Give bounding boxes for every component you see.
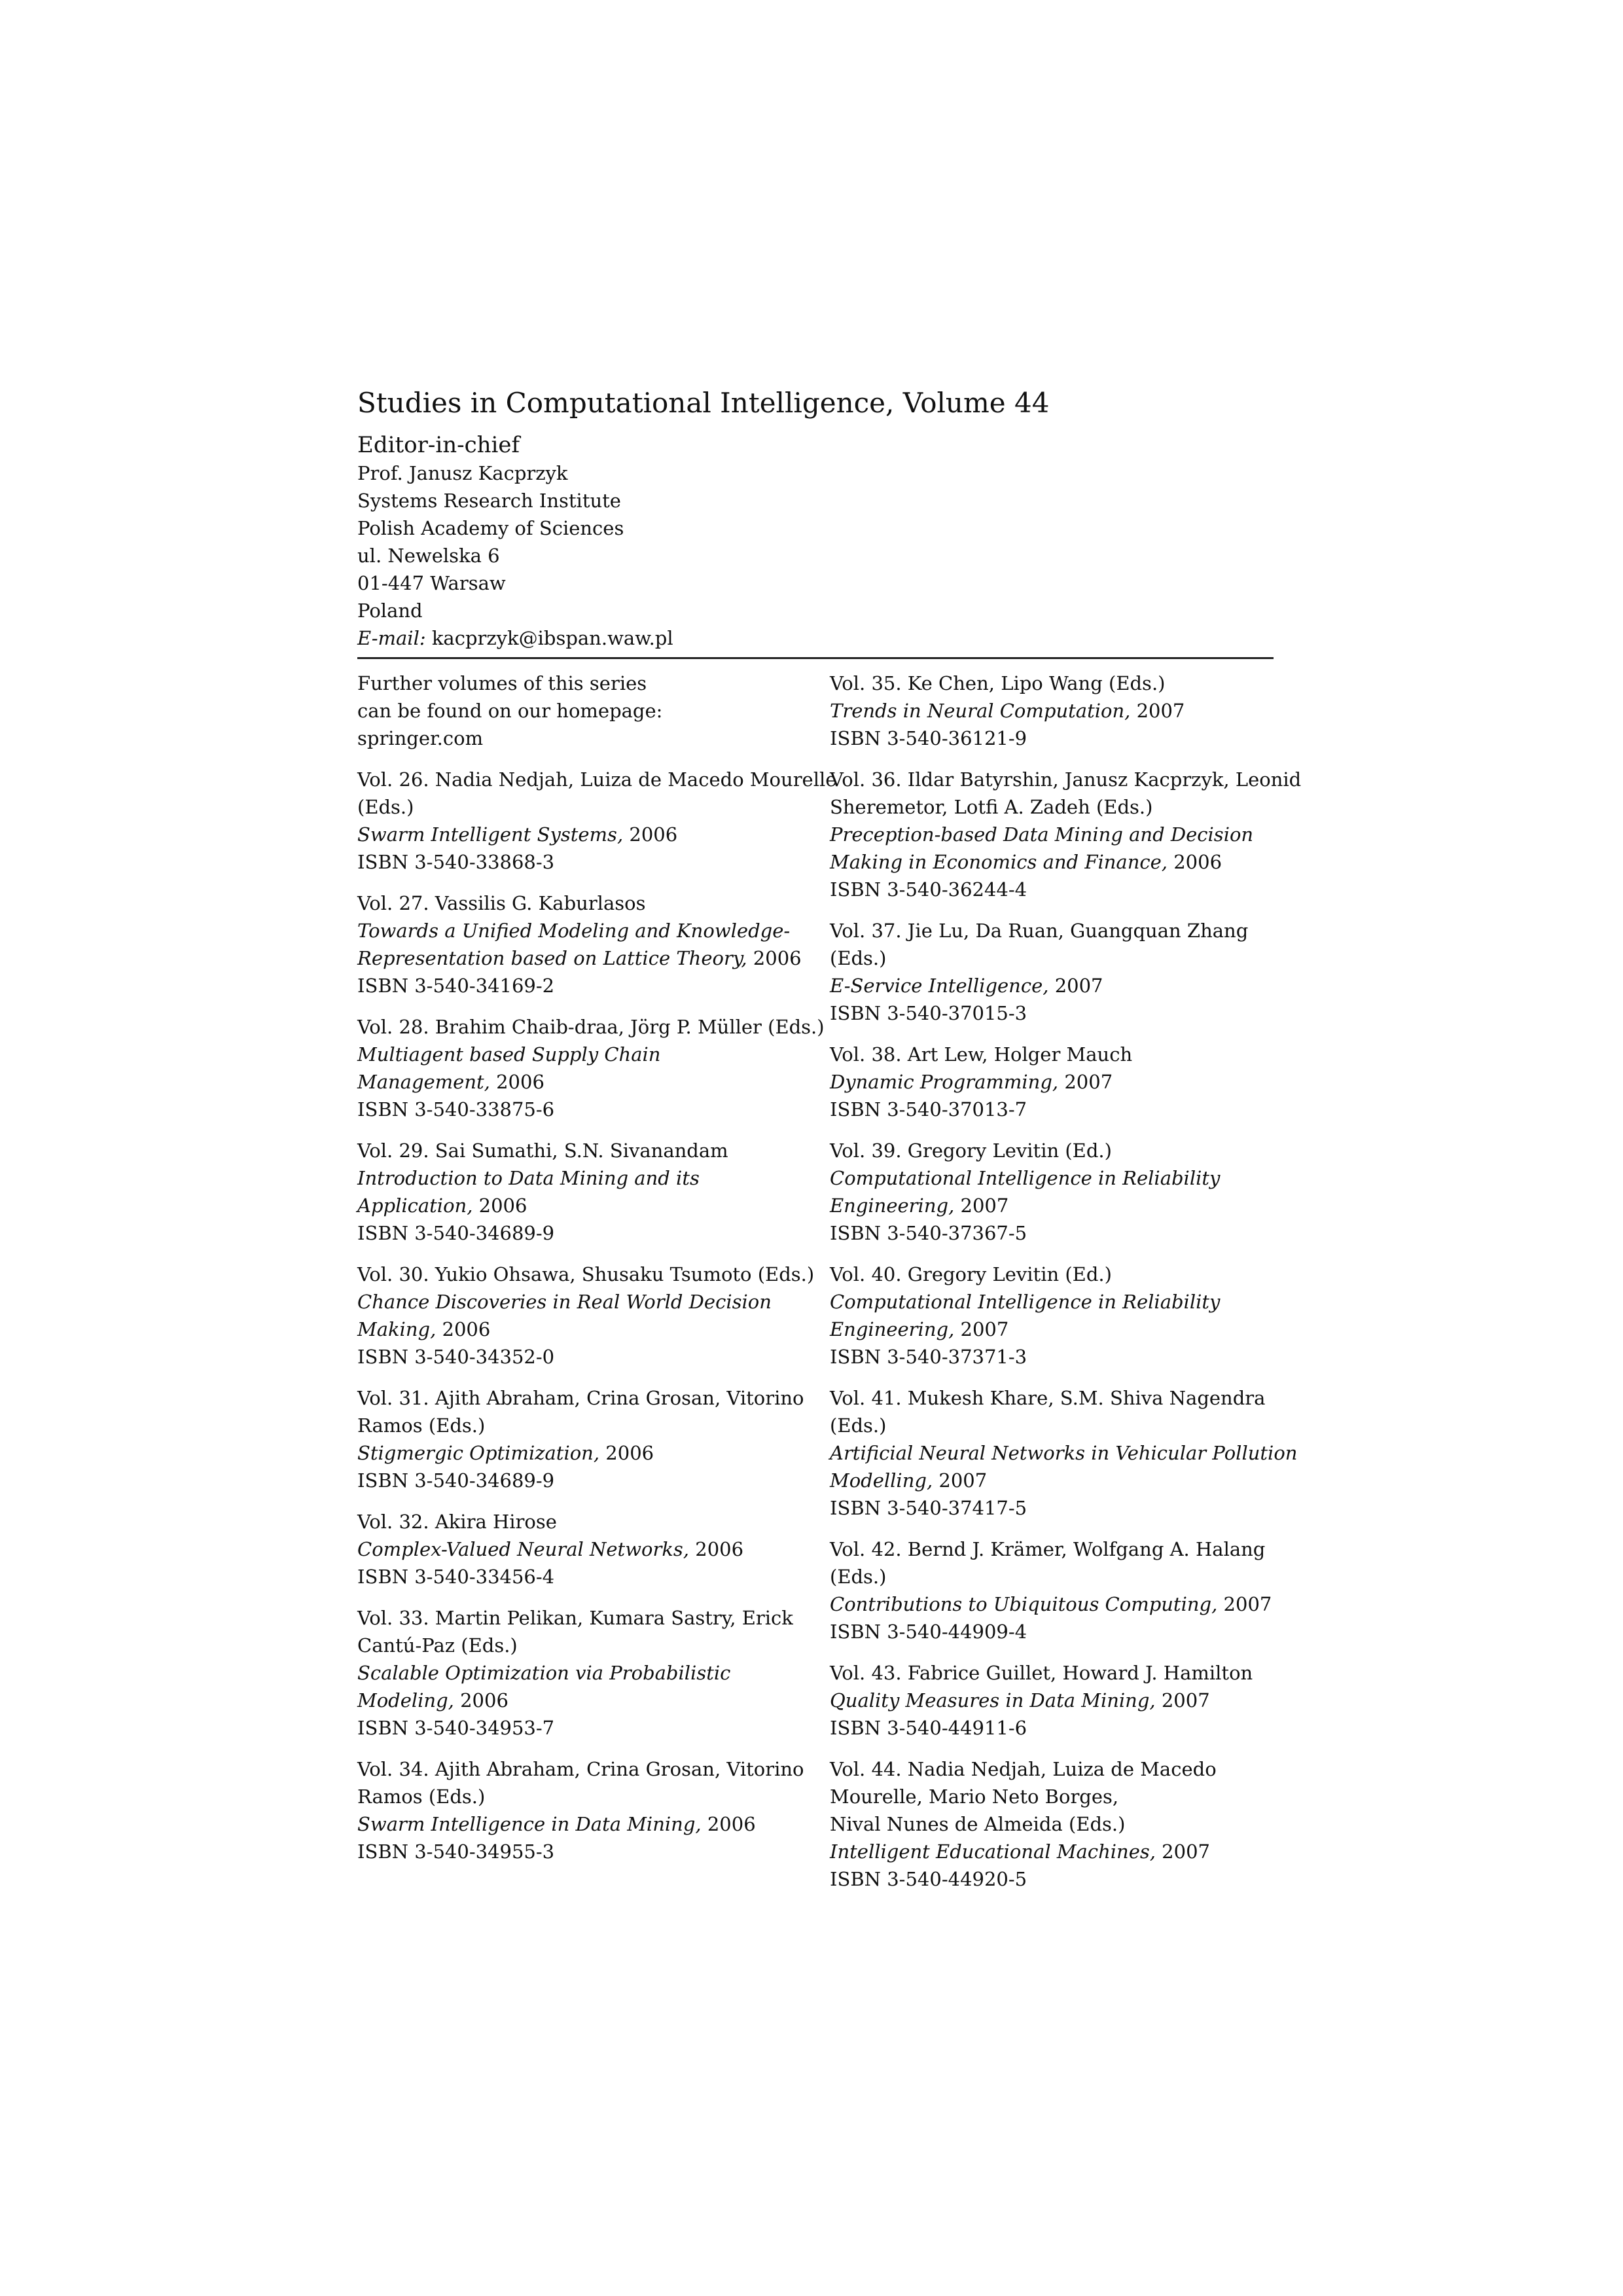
volume-entry bbox=[830, 1261, 1274, 1371]
volume-authors: Vol. 31. Ajith Abraham, Crina Grosan, Vitorino bbox=[357, 1387, 804, 1409]
volume-authors: Vol. 26. Nadia Nedjah, Luiza de Macedo Mourelle bbox=[357, 768, 837, 791]
volume-title: Towards a Unified Modeling and Knowledge- bbox=[357, 920, 791, 942]
volume-title: Computational Intelligence in Reliability bbox=[830, 1167, 1221, 1189]
volume-title-line bbox=[357, 1288, 830, 1316]
volume-year: 2007 bbox=[1058, 1071, 1113, 1093]
volume-year: 2007 bbox=[1155, 1689, 1210, 1712]
volume-title-line bbox=[830, 972, 1274, 999]
volume-isbn: ISBN 3-540-44911-6 bbox=[830, 1717, 1027, 1739]
volume-year: 2006 bbox=[747, 947, 802, 969]
volume-authors: Vol. 42. Bernd J. Krämer, Wolfgang A. Halang bbox=[830, 1538, 1266, 1560]
volume-isbn: ISBN 3-540-34689-9 bbox=[357, 1469, 555, 1492]
volume-title-line bbox=[830, 1439, 1298, 1467]
volume-title: Dynamic Programming, bbox=[830, 1071, 1059, 1093]
volume-year: 2006 bbox=[473, 1194, 527, 1217]
volume-year: 2006 bbox=[701, 1813, 756, 1835]
volume-title-line bbox=[357, 1535, 830, 1563]
volume-isbn: ISBN 3-540-37417-5 bbox=[830, 1497, 1027, 1519]
volume-title: Swarm Intelligence in Data Mining, bbox=[357, 1813, 702, 1835]
volume-year: 2006 bbox=[490, 1071, 544, 1093]
divider-rule bbox=[357, 657, 1274, 659]
volume-title-line bbox=[830, 1164, 1274, 1192]
volume-entry bbox=[357, 1755, 830, 1865]
volume-title-line bbox=[357, 1068, 830, 1096]
volume-title: Making, bbox=[357, 1318, 437, 1340]
volume-entry bbox=[357, 1137, 830, 1247]
volume-title-line bbox=[357, 1439, 830, 1467]
volume-title: Multiagent based Supply Chain bbox=[357, 1043, 661, 1066]
volume-columns bbox=[357, 670, 1302, 1907]
volume-year: 2007 bbox=[954, 1318, 1009, 1340]
volume-title-line bbox=[357, 1316, 830, 1343]
further-line: can be found on our homepage: bbox=[357, 700, 663, 722]
volume-title: Intelligent Educational Machines, bbox=[830, 1840, 1156, 1863]
volume-authors: Vol. 32. Akira Hirose bbox=[357, 1511, 557, 1533]
volume-entry bbox=[357, 889, 830, 999]
volume-title: Scalable Optimization via Probabilistic bbox=[357, 1662, 731, 1684]
editor-heading: Editor-in-chief bbox=[357, 432, 520, 458]
volume-title-line bbox=[830, 848, 1274, 876]
volume-year: 2006 bbox=[1168, 851, 1222, 873]
volume-isbn: ISBN 3-540-34352-0 bbox=[357, 1346, 555, 1368]
volume-title-line bbox=[830, 821, 1274, 848]
volume-title: Swarm Intelligent Systems, bbox=[357, 823, 624, 846]
volume-authors: (Eds.) bbox=[830, 1566, 887, 1588]
volume-authors: Cantú-Paz (Eds.) bbox=[357, 1634, 518, 1657]
editor-country: Poland bbox=[357, 600, 423, 622]
volume-authors: Ramos (Eds.) bbox=[357, 1414, 486, 1437]
editor-institute: Systems Research Institute bbox=[357, 490, 621, 512]
homepage-link: springer.com bbox=[357, 727, 484, 749]
editor-city: 01-447 Warsaw bbox=[357, 572, 506, 594]
volume-entry bbox=[830, 1659, 1274, 1742]
volume-title: Modelling, bbox=[830, 1469, 933, 1492]
volume-title-line bbox=[357, 1810, 830, 1838]
right-column bbox=[830, 670, 1302, 1907]
left-column bbox=[357, 670, 837, 1907]
volume-title-line bbox=[830, 1590, 1274, 1618]
volume-authors: Nival Nunes de Almeida (Eds.) bbox=[830, 1813, 1126, 1835]
volume-title: Making in Economics and Finance, bbox=[830, 851, 1168, 873]
volume-title-line bbox=[830, 1467, 1274, 1494]
volume-authors: (Eds.) bbox=[830, 947, 887, 969]
volume-title-line bbox=[357, 821, 830, 848]
volume-isbn: ISBN 3-540-37013-7 bbox=[830, 1098, 1027, 1121]
volume-year: 2007 bbox=[954, 1194, 1009, 1217]
volume-authors: Vol. 44. Nadia Nedjah, Luiza de Macedo bbox=[830, 1758, 1217, 1780]
volume-isbn: ISBN 3-540-33456-4 bbox=[357, 1566, 555, 1588]
volume-title-line bbox=[357, 1687, 830, 1714]
volume-entry bbox=[830, 1137, 1274, 1247]
volume-title-line bbox=[830, 697, 1274, 725]
volume-authors: (Eds.) bbox=[357, 796, 414, 818]
volume-authors: Ramos (Eds.) bbox=[357, 1785, 486, 1808]
volume-isbn: ISBN 3-540-44920-5 bbox=[830, 1868, 1027, 1890]
volume-title: Stigmergic Optimization, bbox=[357, 1442, 600, 1464]
volume-title-line bbox=[830, 1068, 1274, 1096]
volume-title: Representation based on Lattice Theory, bbox=[357, 947, 747, 969]
volume-entry bbox=[357, 1261, 830, 1371]
volume-authors: Vol. 27. Vassilis G. Kaburlasos bbox=[357, 892, 646, 914]
volume-authors: Vol. 43. Fabrice Guillet, Howard J. Hamilton bbox=[830, 1662, 1253, 1684]
further-line: Further volumes of this series bbox=[357, 672, 647, 694]
volume-year: 2006 bbox=[623, 823, 678, 846]
volume-entry bbox=[830, 766, 1302, 903]
volume-entry bbox=[357, 1604, 830, 1742]
volume-isbn: ISBN 3-540-33868-3 bbox=[357, 851, 555, 873]
volume-title-line bbox=[830, 1687, 1274, 1714]
volume-title-line bbox=[357, 1659, 830, 1687]
volume-isbn: ISBN 3-540-34953-7 bbox=[357, 1717, 555, 1739]
volume-entry bbox=[357, 1508, 830, 1590]
volume-isbn: ISBN 3-540-36244-4 bbox=[830, 878, 1027, 901]
volume-authors: (Eds.) bbox=[830, 1414, 887, 1437]
volume-entry bbox=[830, 1535, 1274, 1645]
volume-authors: Vol. 39. Gregory Levitin (Ed.) bbox=[830, 1139, 1112, 1162]
volume-authors: Vol. 35. Ke Chen, Lipo Wang (Eds.) bbox=[830, 672, 1166, 694]
left-volume-list bbox=[357, 766, 837, 1865]
volume-entry bbox=[830, 1041, 1274, 1123]
volume-authors: Mourelle, Mario Neto Borges, bbox=[830, 1785, 1119, 1808]
volume-isbn: ISBN 3-540-37367-5 bbox=[830, 1222, 1027, 1244]
volume-authors: Vol. 33. Martin Pelikan, Kumara Sastry, Erick bbox=[357, 1607, 793, 1629]
volume-authors: Vol. 29. Sai Sumathi, S.N. Sivanandam bbox=[357, 1139, 728, 1162]
volume-entry bbox=[357, 1384, 830, 1494]
volume-title: Complex-Valued Neural Networks, bbox=[357, 1538, 690, 1560]
volume-title: Management, bbox=[357, 1071, 490, 1093]
volume-authors: Vol. 36. Ildar Batyrshin, Janusz Kacprzyk, Leonid bbox=[830, 768, 1302, 791]
email-label: E-mail: bbox=[357, 627, 426, 649]
volume-isbn: ISBN 3-540-34689-9 bbox=[357, 1222, 555, 1244]
series-title: Studies in Computational Intelligence, Volume 44 bbox=[357, 387, 1050, 419]
editor-name: Prof. Janusz Kacprzyk bbox=[357, 462, 568, 484]
volume-year: 2007 bbox=[1048, 975, 1103, 997]
volume-authors: Vol. 28. Brahim Chaib-draa, Jörg P. Müller (Eds.) bbox=[357, 1016, 825, 1038]
volume-title-line bbox=[830, 1838, 1274, 1865]
volume-year: 2007 bbox=[933, 1469, 988, 1492]
volume-isbn: ISBN 3-540-37371-3 bbox=[830, 1346, 1027, 1368]
volume-entry bbox=[357, 1013, 830, 1123]
volume-title-line bbox=[357, 917, 830, 944]
further-volumes-note bbox=[357, 670, 830, 752]
volume-title-line bbox=[357, 1041, 830, 1068]
volume-authors: Vol. 37. Jie Lu, Da Ruan, Guangquan Zhang bbox=[830, 920, 1249, 942]
editor-academy: Polish Academy of Sciences bbox=[357, 517, 624, 539]
volume-title: Application, bbox=[357, 1194, 473, 1217]
volume-title: Trends in Neural Computation, bbox=[830, 700, 1131, 722]
volume-year: 2006 bbox=[599, 1442, 654, 1464]
volume-title-line bbox=[830, 1288, 1274, 1316]
email-value: kacprzyk@ibspan.waw.pl bbox=[425, 627, 673, 649]
editor-email bbox=[357, 624, 1274, 652]
volume-authors: Sheremetor, Lotfi A. Zadeh (Eds.) bbox=[830, 796, 1153, 818]
series-page bbox=[357, 385, 1302, 1907]
volume-authors: Vol. 34. Ajith Abraham, Crina Grosan, Vitorino bbox=[357, 1758, 804, 1780]
volume-entry bbox=[830, 1755, 1274, 1893]
volume-title: Introduction to Data Mining and its bbox=[357, 1167, 700, 1189]
volume-title-line bbox=[357, 1164, 830, 1192]
volume-isbn: ISBN 3-540-34955-3 bbox=[357, 1840, 555, 1863]
volume-title: Artificial Neural Networks in Vehicular Pollution bbox=[830, 1442, 1298, 1464]
volume-isbn: ISBN 3-540-44909-4 bbox=[830, 1621, 1027, 1643]
editor-address bbox=[357, 459, 1274, 652]
volume-title-line bbox=[357, 944, 830, 972]
volume-title: Engineering, bbox=[830, 1194, 955, 1217]
volume-authors: Vol. 41. Mukesh Khare, S.M. Shiva Nagendra bbox=[830, 1387, 1266, 1409]
volume-isbn: ISBN 3-540-36121-9 bbox=[830, 727, 1027, 749]
volume-title: E-Service Intelligence, bbox=[830, 975, 1049, 997]
volume-title-line bbox=[830, 1192, 1274, 1219]
volume-isbn: ISBN 3-540-34169-2 bbox=[357, 975, 555, 997]
volume-entry bbox=[830, 1384, 1298, 1522]
volume-isbn: ISBN 3-540-37015-3 bbox=[830, 1002, 1027, 1024]
volume-entry bbox=[830, 917, 1274, 1027]
volume-authors: Vol. 30. Yukio Ohsawa, Shusaku Tsumoto (Eds.) bbox=[357, 1263, 815, 1285]
volume-year: 2006 bbox=[454, 1689, 508, 1712]
volume-authors: Vol. 40. Gregory Levitin (Ed.) bbox=[830, 1263, 1112, 1285]
volume-title: Chance Discoveries in Real World Decision bbox=[357, 1291, 772, 1313]
volume-entry bbox=[357, 766, 837, 876]
volume-title-line bbox=[830, 1316, 1274, 1343]
volume-title: Modeling, bbox=[357, 1689, 454, 1712]
volume-year: 2006 bbox=[436, 1318, 491, 1340]
volume-title: Engineering, bbox=[830, 1318, 955, 1340]
volume-year: 2006 bbox=[689, 1538, 744, 1560]
volume-title: Quality Measures in Data Mining, bbox=[830, 1689, 1156, 1712]
volume-year: 2007 bbox=[1130, 700, 1185, 722]
volume-title: Contributions to Ubiquitous Computing, bbox=[830, 1593, 1218, 1615]
volume-title: Computational Intelligence in Reliability bbox=[830, 1291, 1221, 1313]
volume-title: Preception-based Data Mining and Decision bbox=[830, 823, 1254, 846]
volume-year: 2007 bbox=[1155, 1840, 1210, 1863]
volume-entry bbox=[830, 670, 1274, 752]
volume-title-line bbox=[357, 1192, 830, 1219]
volume-isbn: ISBN 3-540-33875-6 bbox=[357, 1098, 555, 1121]
volume-authors: Vol. 38. Art Lew, Holger Mauch bbox=[830, 1043, 1133, 1066]
volume-year: 2007 bbox=[1217, 1593, 1272, 1615]
editor-street: ul. Newelska 6 bbox=[357, 545, 500, 567]
right-volume-list bbox=[830, 670, 1302, 1893]
